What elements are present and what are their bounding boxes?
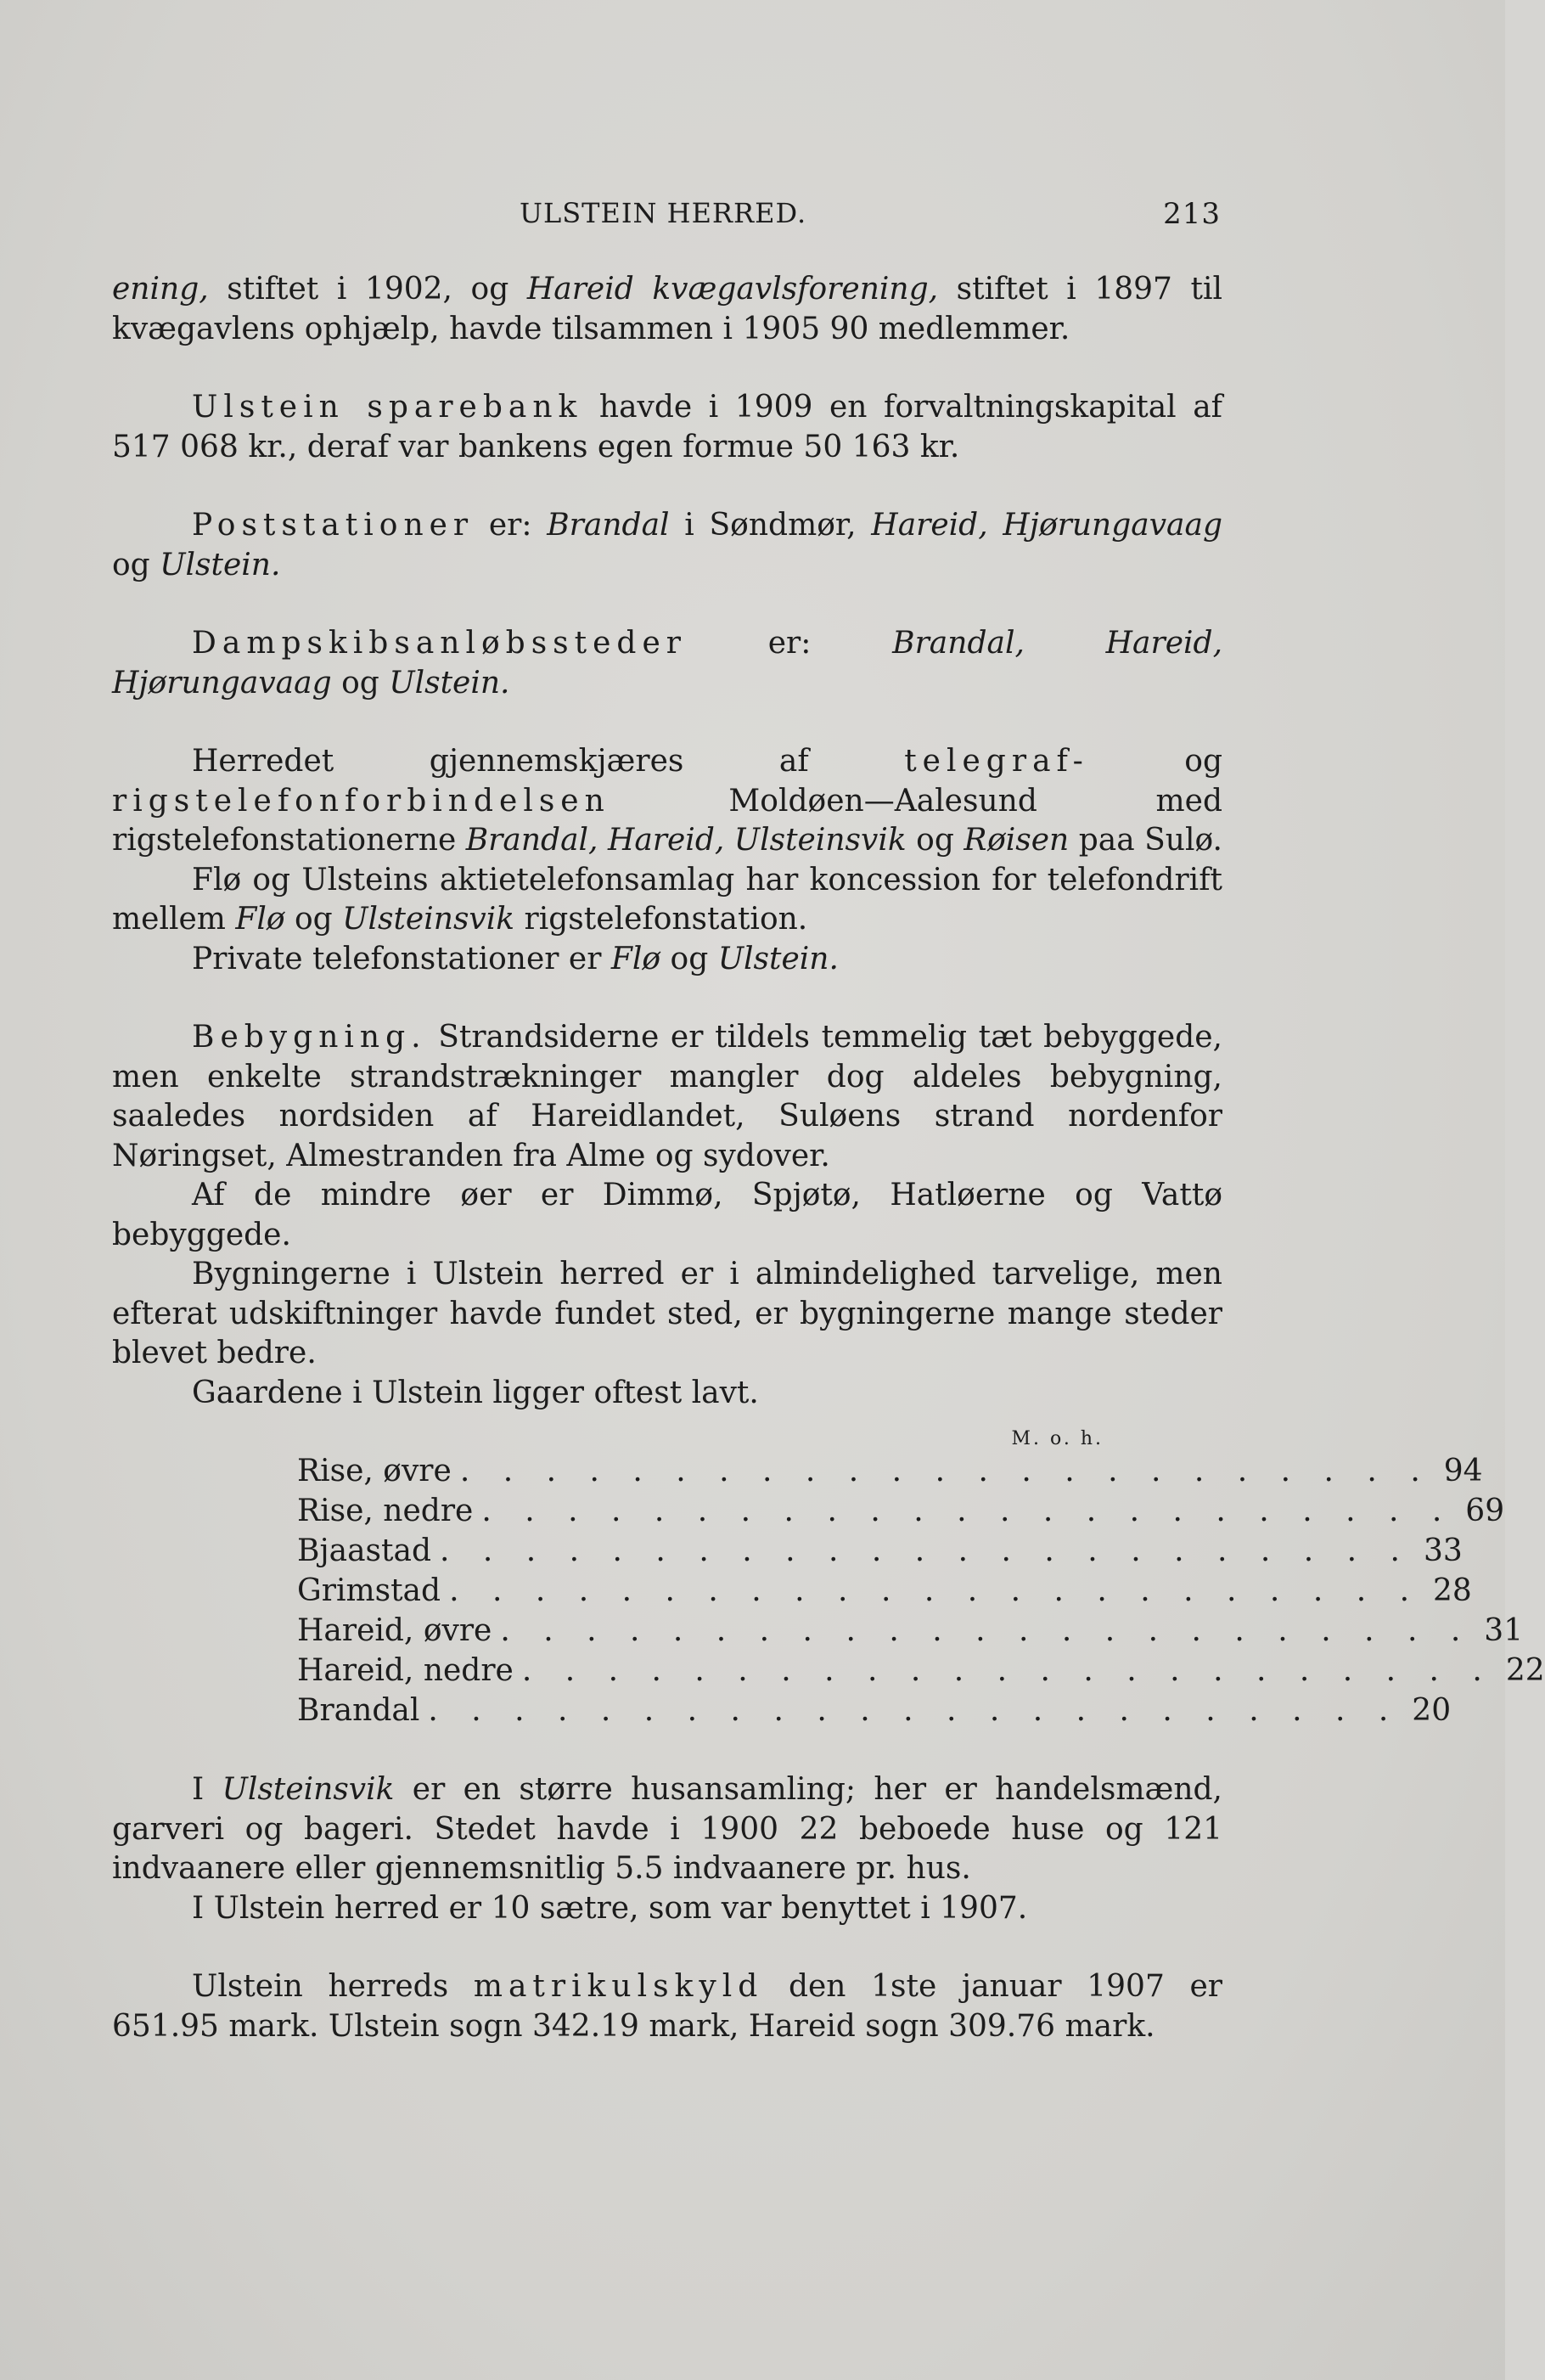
body-text: [112, 270, 1545, 2046]
leader-dots: . . . . . . . . . . . . . . . . . . . . . . .: [440, 1533, 1412, 1568]
elevation-table: [297, 1426, 1545, 1731]
paragraph-land-tax: Ulstein herreds matrikulskyld den 1ste januar 1907 er 651.95 mark. Ulstein sogn 342.19 mark, Hareid sogn 309.76 mark.: [112, 1969, 1222, 2044]
paragraph-farms: Gaardene i Ulstein ligger oftest lavt.: [192, 1375, 759, 1410]
paragraph-ulsteinsvik: I Ulsteinsvik er en større husansamling; her er handelsmænd, garveri og bageri. Stedet havde i 1900 22 beboede huse og 121 indvaanere eller gjennemsnitlig 5.5 indvaanere pr. hus.: [112, 1772, 1222, 1886]
elevation-unit-header: M. o. h.: [1011, 1428, 1104, 1449]
leader-dots: . . . . . . . . . . . . . . . . . . . . . . .: [521, 1653, 1494, 1688]
paragraph-mountain-farms: I Ulstein herred er 10 sætre, som var benyttet i 1907.: [192, 1890, 1028, 1926]
running-header: [0, 197, 1505, 231]
table-row: Bjaastad . . . . . . . . . . . . . . . . . . . . . . . 33: [297, 1532, 1129, 1572]
paragraph-islands: Af de mindre øer er Dimmø, Spjøtø, Hatløerne og Vattø bebyggede.: [112, 1178, 1222, 1252]
leader-dots: . . . . . . . . . . . . . . . . . . . . . . .: [459, 1454, 1432, 1488]
table-row: Brandal . . . . . . . . . . . . . . . . . . . . . . . 20: [297, 1691, 1129, 1731]
paragraph-savings-bank: Ulstein sparebank havde i 1909 en forvaltningskapital af 517 068 kr., deraf var bankens egen formue 50 163 kr.: [112, 390, 1222, 464]
paragraph-telegraph: Herredet gjennemskjæres af telegraf- og rigstelefonforbindelsen Moldøen—Aalesund med rigstelefonstationerne Brandal, Hareid, Ulsteinsvik og Røisen paa Sulø.: [112, 744, 1222, 858]
table-row: Rise, øvre . . . . . . . . . . . . . . . . . . . . . . . 94: [297, 1452, 1129, 1492]
paragraph-telephone-company: Flø og Ulsteins aktietelefonsamlag har koncession for telefondrift mellem Flø og Ulsteinsvik rigstelefonstation.: [112, 862, 1222, 937]
paragraph-building-quality: Bygningerne i Ulstein herred er i almindelighed tarvelige, men efterat udskiftninger havde fundet sted, er bygningerne mange steder blevet bedre.: [112, 1257, 1222, 1370]
leader-dots: . . . . . . . . . . . . . . . . . . . . . . .: [481, 1494, 1454, 1528]
leader-dots: . . . . . . . . . . . . . . . . . . . . . . .: [500, 1613, 1473, 1648]
table-row: Grimstad . . . . . . . . . . . . . . . . . . . . . . . 28: [297, 1572, 1129, 1612]
page-number: 213: [1163, 197, 1221, 231]
leader-dots: . . . . . . . . . . . . . . . . . . . . . . .: [428, 1693, 1401, 1728]
leader-dots: . . . . . . . . . . . . . . . . . . . . . . .: [449, 1573, 1422, 1608]
paragraph-post-stations: Poststationer er: Brandal i Søndmør, Hareid, Hjørungavaag og Ulstein.: [112, 508, 1223, 582]
table-row: Hareid, nedre . . . . . . . . . . . . . . . . . . . . . . . 22: [297, 1651, 1129, 1691]
running-title: ULSTEIN HERRED.: [520, 197, 807, 229]
paragraph-livestock: ening, stiftet i 1902, og Hareid kvægavlsforening, stiftet i 1897 til kvægavlens ophjælp, havde tilsammen i 1905 90 medlemmer.: [112, 272, 1223, 346]
paragraph-buildings: Bebygning. Strandsiderne er tildels temmelig tæt bebyggede, men enkelte strandstrækninger mangler dog aldeles bebygning, saaledes nordsiden af Hareidlandet, Suløens strand nordenfor Nøringset, Almestranden fra Alme og sydover.: [112, 1020, 1222, 1173]
paragraph-steamship-stops: Dampskibsanløbssteder er: Brandal, Hareid, Hjørungavaag og Ulstein.: [112, 626, 1223, 700]
paragraph-private-telephone: Private telefonstationer er Flø og Ulstein.: [192, 941, 839, 976]
table-row: Rise, nedre . . . . . . . . . . . . . . . . . . . . . . . 69: [297, 1492, 1129, 1532]
table-row: Hareid, øvre . . . . . . . . . . . . . . . . . . . . . . . 31: [297, 1612, 1129, 1651]
